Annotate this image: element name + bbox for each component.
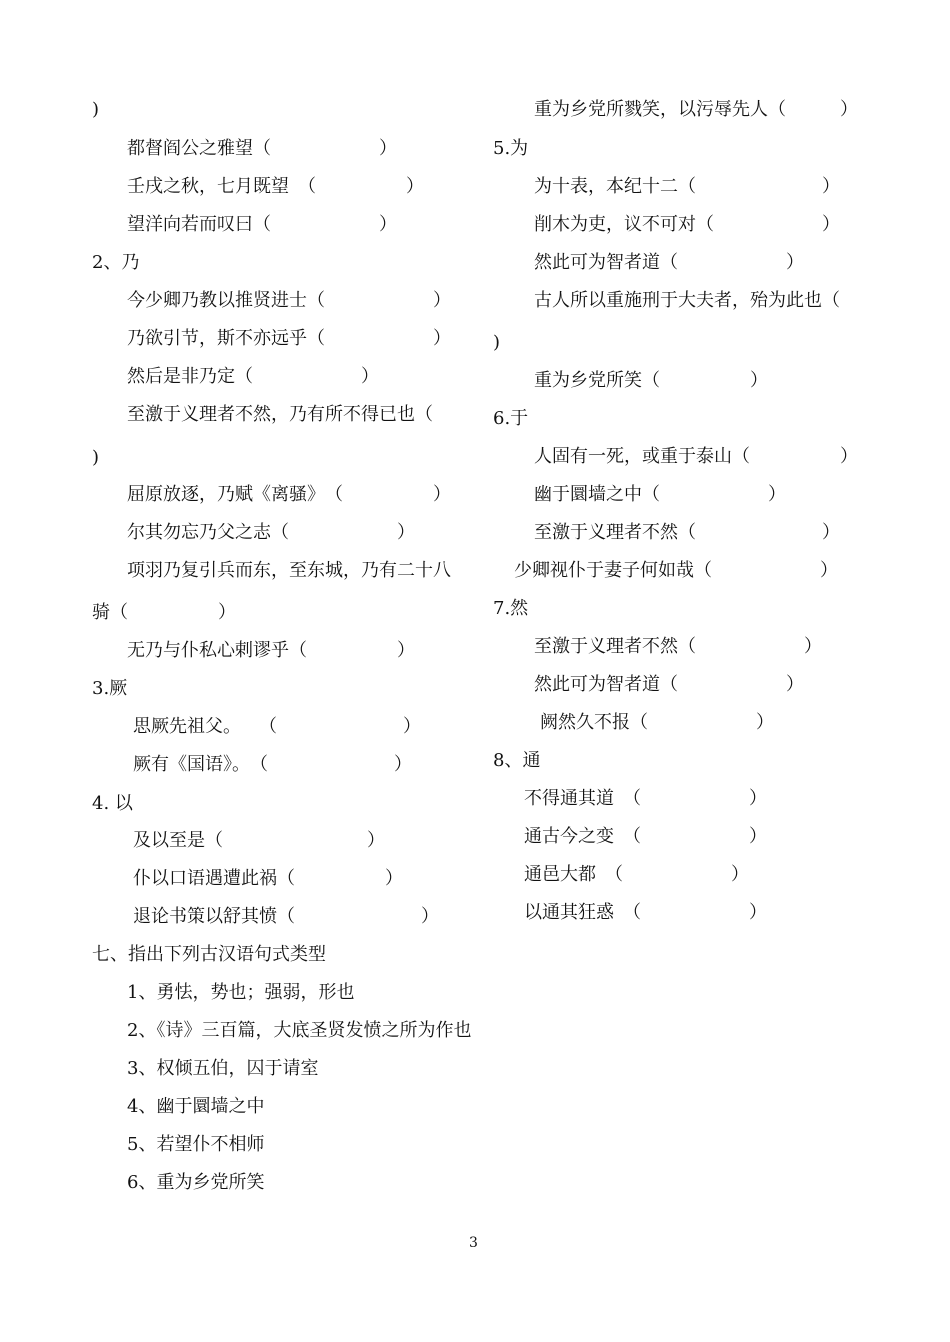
text-line: 然此可为智者道（ ）: [534, 674, 804, 695]
text-line: 今少卿乃教以推贤进士（ ）: [127, 290, 451, 311]
text-line: 6、重为乡党所笑: [127, 1172, 265, 1193]
section-heading: 6.于: [493, 408, 529, 429]
text-line: 重为乡党所戮笑，以污辱先人（ ）: [534, 99, 858, 120]
text-line: 厥有《国语》。 （ ）: [133, 754, 412, 775]
text-line: 壬戌之秋，七月既望 （ ）: [127, 176, 424, 197]
text-line: 为十表，本纪十二（ ）: [534, 176, 840, 197]
text-line: 4、幽于圜墙之中: [127, 1096, 265, 1117]
section-heading: 4. 以: [92, 793, 133, 814]
text-line: 幽于圜墙之中（ ）: [534, 484, 786, 505]
text-line: 及以至是（ ）: [133, 830, 385, 851]
section-heading: 7.然: [493, 598, 529, 619]
text-line: 思厥先祖父。 （ ）: [133, 716, 421, 737]
text-line: 无乃与仆私心剌谬乎（ ）: [127, 640, 415, 661]
text-line: 阙然久不报（ ）: [540, 712, 774, 733]
text-line: 古人所以重施刑于大夫者，殆为此也（: [534, 290, 840, 311]
text-line: 以通其狂惑 （ ）: [524, 902, 767, 923]
section-heading: 5.为: [493, 138, 529, 159]
section-heading: 3.厥: [92, 678, 128, 699]
text-line: 少卿视仆于妻子何如哉（ ）: [514, 560, 838, 581]
page-number: 3: [469, 1235, 478, 1251]
text-line: 削木为吏，议不可对（ ）: [534, 214, 840, 235]
text-line: 项羽乃复引兵而东，至东城，乃有二十八: [127, 560, 451, 581]
text-line: 1、勇怯，势也；强弱，形也: [127, 982, 355, 1003]
text-line: ): [92, 99, 100, 120]
text-line: 重为乡党所笑（ ）: [534, 370, 768, 391]
text-line: 人固有一死，或重于泰山（ ）: [534, 446, 858, 467]
section-heading: 七、指出下列古汉语句式类型: [92, 944, 326, 965]
section-heading: 2、乃: [92, 252, 140, 273]
text-line: 乃欲引节，斯不亦远乎（ ）: [127, 328, 451, 349]
text-line: 不得通其道 （ ）: [524, 788, 767, 809]
text-line: 屈原放逐，乃赋《离骚》 （ ）: [127, 484, 451, 505]
text-line: 退论书策以舒其愤（ ）: [133, 906, 439, 927]
text-line: 5、若望仆不相师: [127, 1134, 265, 1155]
text-line: 然此可为智者道（ ）: [534, 252, 804, 273]
text-line: 骑（ ）: [92, 602, 236, 623]
text-line: 至激于义理者不然，乃有所不得已也（: [127, 404, 433, 425]
text-line: 都督阎公之雅望（ ）: [127, 138, 397, 159]
text-line: 通古今之变 （ ）: [524, 826, 767, 847]
text-line: 通邑大都 （ ）: [524, 864, 749, 885]
text-line: ): [493, 332, 501, 353]
text-line: 3、权倾五伯，囚于请室: [127, 1058, 319, 1079]
text-line: 尔其勿忘乃父之志（ ）: [127, 522, 415, 543]
text-line: ): [92, 447, 100, 468]
text-line: 至激于义理者不然（ ）: [534, 522, 840, 543]
text-line: 仆以口语遇遭此祸（ ）: [133, 868, 403, 889]
section-heading: 8、通: [493, 750, 541, 771]
text-line: 2、《诗》三百篇，大底圣贤发愤之所为作也: [127, 1020, 472, 1041]
text-line: 至激于义理者不然（ ）: [534, 636, 822, 657]
text-line: 然后是非乃定（ ）: [127, 366, 379, 387]
text-line: 望洋向若而叹曰（ ）: [127, 214, 397, 235]
